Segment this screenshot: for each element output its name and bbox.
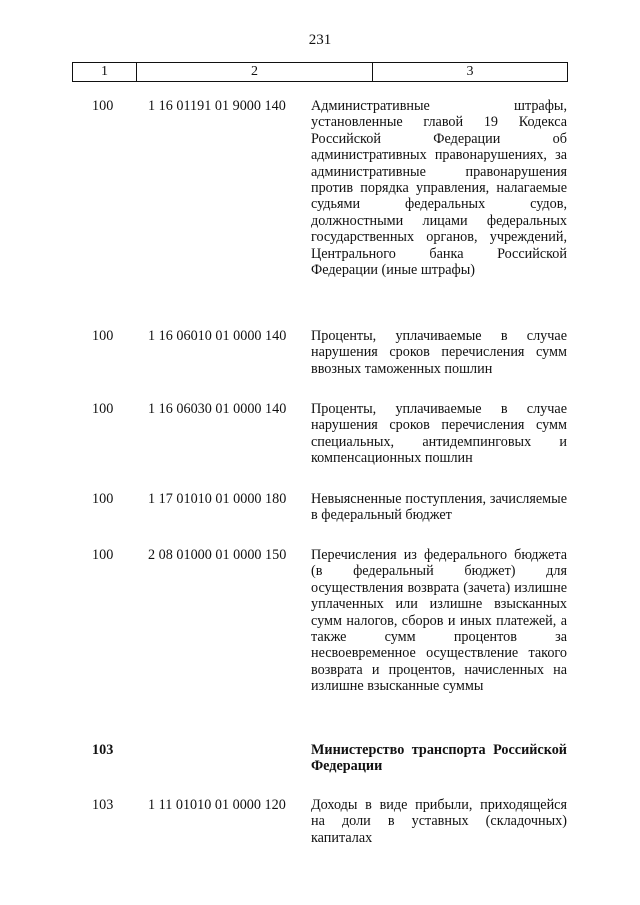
header-col-1: 1 bbox=[73, 63, 137, 81]
kbk-code: 1 16 01191 01 9000 140 bbox=[148, 98, 286, 114]
admin-code: 100 bbox=[92, 98, 114, 114]
section-title: Министерство транспорта Российской Федерации bbox=[311, 742, 567, 775]
row-description: Административные штрафы, установленные главой 19 Кодекса Российской Федерации об административных правонарушениях, за административные правонарушения против порядка управления, налагаемые судьями федеральных судов, должностными лицами федеральных государственных органов, учреждений, Центрального банка Российской Федерации (иные штрафы) bbox=[311, 98, 567, 279]
kbk-code: 1 16 06010 01 0000 140 bbox=[148, 328, 287, 344]
row-description: Доходы в виде прибыли, приходящейся на доли в уставных (складочных) капиталах bbox=[311, 797, 567, 846]
header-col-3: 3 bbox=[466, 64, 474, 79]
kbk-code: 1 11 01010 01 0000 120 bbox=[148, 797, 286, 813]
row-description: Проценты, уплачиваемые в случае нарушения сроков перечисления сумм специальных, антидемпинговых и компенсационных пошлин bbox=[311, 401, 567, 467]
kbk-code: 1 16 06030 01 0000 140 bbox=[148, 401, 287, 417]
admin-code: 103 bbox=[92, 742, 114, 758]
page-number: 231 bbox=[308, 32, 332, 48]
admin-code: 100 bbox=[92, 491, 114, 507]
admin-code: 103 bbox=[92, 797, 114, 813]
row-description: Проценты, уплачиваемые в случае нарушения сроков перечисления сумм ввозных таможенных пошлин bbox=[311, 328, 567, 377]
kbk-code: 2 08 01000 01 0000 150 bbox=[148, 547, 287, 563]
kbk-code: 1 17 01010 01 0000 180 bbox=[148, 491, 287, 507]
table-header bbox=[72, 62, 568, 82]
admin-code: 100 bbox=[92, 328, 114, 344]
header-col-2: 2 bbox=[137, 63, 373, 81]
row-description: Перечисления из федерального бюджета (в федеральный бюджет) для осуществления возврата (зачета) излишне уплаченных или излишне взысканных сумм налогов, сборов и иных платежей, а также сумм процентов за несвоевременное осуществление такого возврата и процентов, начисленных на излишне взысканные суммы bbox=[311, 547, 567, 695]
admin-code: 100 bbox=[92, 547, 114, 563]
row-description: Невыясненные поступления, зачисляемые в федеральный бюджет bbox=[311, 491, 567, 524]
admin-code: 100 bbox=[92, 401, 114, 417]
